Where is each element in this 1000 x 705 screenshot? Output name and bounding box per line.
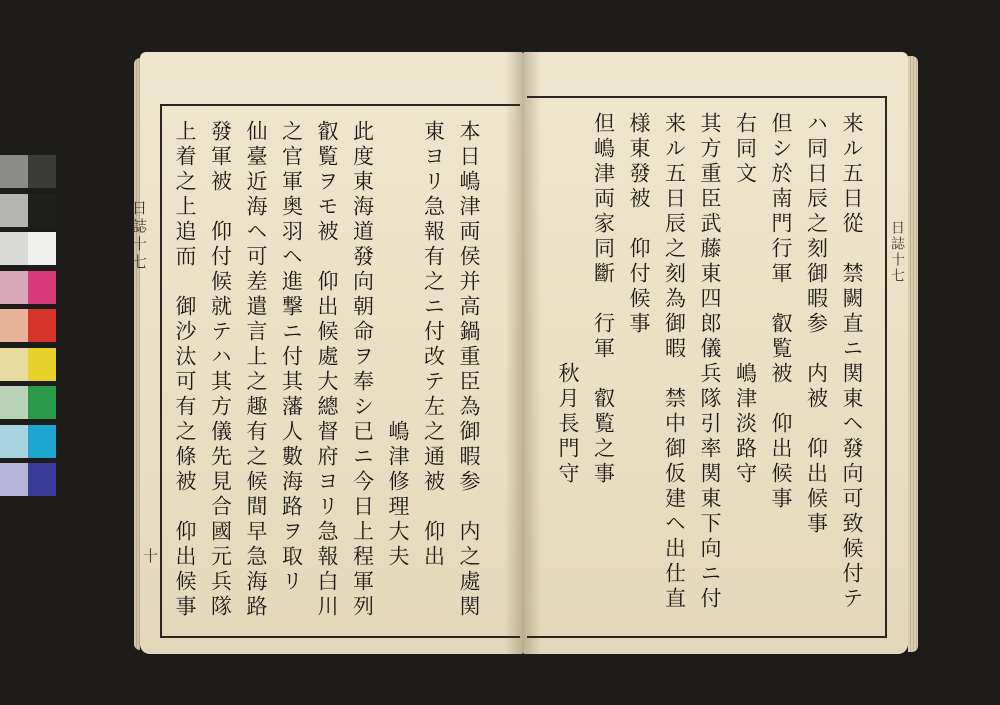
color-swatch	[0, 271, 28, 304]
color-swatch	[28, 194, 56, 227]
color-swatch	[0, 425, 28, 458]
color-swatch	[0, 232, 28, 265]
text-column: 来ル五日從 禁闕直ニ関東ヘ發向可致候付テ	[840, 112, 864, 612]
color-swatch	[0, 348, 28, 381]
text-column: 仙臺近海ヘ可差遣言上之趣有之候間早急海路	[244, 120, 268, 620]
right-page	[523, 52, 908, 654]
color-swatch	[0, 155, 28, 188]
text-column: 此度東海道發向朝命ヲ奉シ已ニ今日上程軍列	[350, 120, 375, 620]
left-margin-title: 日誌十七	[130, 200, 148, 272]
color-swatch	[28, 232, 56, 265]
color-swatch	[28, 463, 56, 496]
color-swatch	[28, 271, 56, 304]
text-column: 右同文 嶋津淡路守	[733, 112, 758, 487]
color-swatch	[0, 309, 28, 342]
color-swatch	[0, 463, 28, 496]
text-column: 叡覧ヲモ被 仰出候處大總督府ヨリ急報白川	[315, 120, 339, 620]
text-column: ハ同日辰之刻御暇参 内被 仰出候事	[804, 112, 829, 537]
text-column: 東ヨリ急報有之ニ付改テ左之通被 仰出	[421, 120, 446, 570]
text-column: 但シ於南門行軍 叡覧被 仰出候事	[769, 112, 793, 512]
text-column: 様東發被 仰付候事	[627, 112, 651, 337]
text-column: 来ル五日辰之刻為御暇 禁中御仮建ヘ出仕直	[662, 112, 687, 612]
right-margin-title: 日誌十七	[889, 220, 905, 284]
text-column: 其方重臣武藤東四郎儀兵隊引率関東下向ニ付	[698, 112, 722, 612]
right-page-edge	[908, 56, 918, 652]
text-column: 之官軍奥羽ヘ進撃ニ付其藩人數海路ヲ取リ	[279, 120, 304, 595]
color-swatch	[28, 425, 56, 458]
text-column: 但嶋津両家同斷 行軍 叡覧之事	[591, 112, 616, 487]
color-swatch	[28, 348, 56, 381]
text-column: 嶋津修理大夫	[386, 120, 410, 570]
text-column: 秋月長門守	[556, 112, 580, 487]
color-swatch	[0, 386, 28, 419]
color-swatch	[0, 194, 28, 227]
color-swatch	[28, 386, 56, 419]
color-swatch	[28, 155, 56, 188]
color-calibration-strip	[0, 155, 58, 505]
text-column: 上着之上追而 御沙汰可有之條被 仰出候事	[173, 120, 197, 620]
left-page	[140, 52, 523, 654]
color-swatch	[28, 309, 56, 342]
text-column: 發軍被 仰付候就テハ其方儀先見合國元兵隊	[208, 120, 233, 620]
text-column: 本日嶋津両侯并高鍋重臣為御暇参 内之處関	[457, 120, 481, 620]
page-folio-number: 十	[141, 548, 159, 563]
